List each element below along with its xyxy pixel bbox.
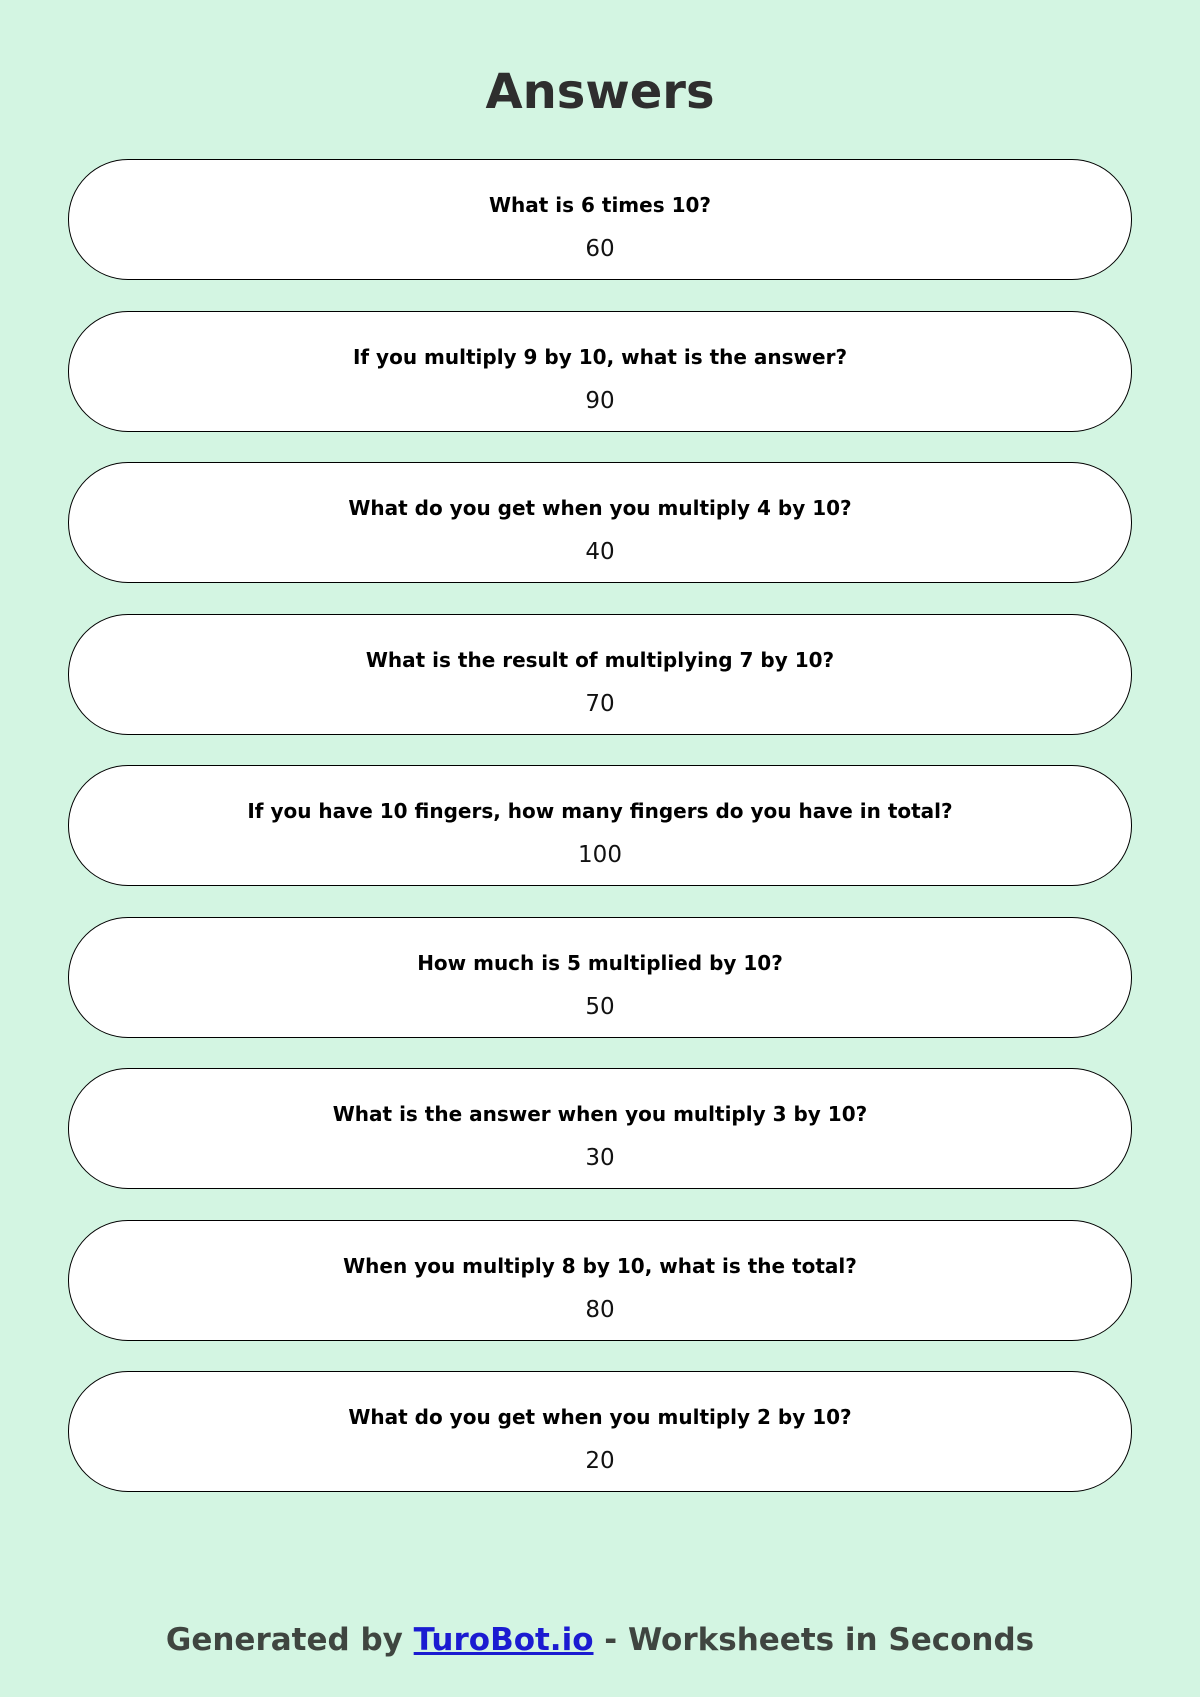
- question-text: If you have 10 fingers, how many fingers do you have in total?: [247, 799, 953, 823]
- answer-value: 60: [585, 236, 615, 262]
- answers-list: [68, 159, 1132, 1523]
- answer-value: 40: [585, 539, 615, 565]
- question-text: What do you get when you multiply 4 by 10?: [348, 496, 852, 520]
- answer-card: [68, 1371, 1132, 1492]
- turobot-link[interactable]: TuroBot.io: [413, 1622, 594, 1658]
- question-text: What is the result of multiplying 7 by 10?: [365, 647, 835, 672]
- answer-card: [68, 614, 1132, 735]
- question-text: If you multiply 9 by 10, what is the answer?: [352, 344, 848, 369]
- answer-card: [68, 917, 1132, 1038]
- page-title: Answers: [485, 64, 715, 120]
- answer-card: [68, 1068, 1132, 1189]
- answer-card: [68, 159, 1132, 280]
- footer-prefix: Generated by: [165, 1622, 414, 1658]
- answer-value: 20: [585, 1448, 615, 1474]
- question-text: What is the answer when you multiply 3 by 10?: [332, 1102, 868, 1126]
- answer-card: [68, 1220, 1132, 1341]
- question-text: What is 6 times 10?: [488, 193, 712, 217]
- footer: [0, 1620, 1200, 1660]
- answer-card: [68, 765, 1132, 886]
- answer-value: 100: [578, 842, 622, 868]
- answer-value: 90: [585, 387, 615, 414]
- answer-card: [68, 311, 1132, 432]
- question-text: How much is 5 multiplied by 10?: [417, 950, 783, 975]
- answer-value: 50: [585, 993, 615, 1020]
- answer-value: 70: [585, 690, 615, 717]
- question-text: What do you get when you multiply 2 by 10?: [348, 1405, 852, 1429]
- answer-value: 80: [585, 1296, 615, 1323]
- answer-card: [68, 462, 1132, 583]
- footer-suffix: - Worksheets in Seconds: [593, 1622, 1035, 1658]
- question-text: When you multiply 8 by 10, what is the total?: [343, 1253, 857, 1278]
- answer-value: 30: [585, 1145, 615, 1171]
